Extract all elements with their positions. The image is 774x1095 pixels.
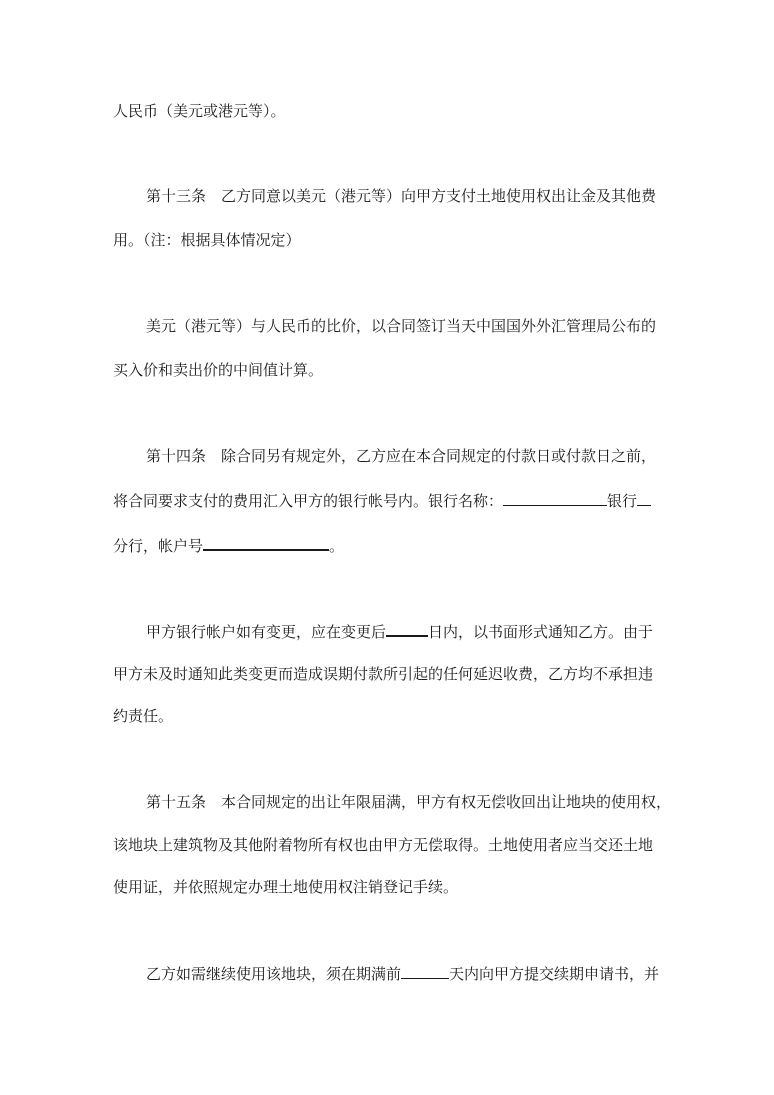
- paragraph-text: 分行，帐户号: [113, 537, 204, 555]
- account-line: [113, 535, 344, 556]
- text-line: [113, 101, 286, 121]
- paragraph-text: 买入价和卖出价的中间值计算。: [113, 361, 324, 379]
- account-change-line: [146, 621, 653, 642]
- renewal-days-blank: [401, 964, 449, 979]
- paragraph-text: 除合同另有规定外，乙方应在本合同规定的付款日或付款日之前，: [221, 447, 657, 465]
- bank-name-line: [113, 491, 651, 511]
- paragraph-text: 甲方未及时通知此类变更而造成误期付款所引起的任何延迟收费，乙方均不承担违: [113, 665, 654, 683]
- text-line: [113, 664, 653, 684]
- article-number: 第十五条: [146, 793, 207, 811]
- paragraph-text: 银行: [607, 492, 638, 510]
- article-15-line: [146, 792, 671, 812]
- text-line: [113, 706, 173, 726]
- bank-name-blank: [503, 491, 607, 506]
- text-line: [113, 360, 323, 380]
- paragraph-text: 该地块上建筑物及其他附着物所有权也由甲方无偿取得。土地使用者应当交还土地: [113, 836, 654, 854]
- paragraph-text: 人民币（美元或港元等）。: [113, 102, 286, 120]
- paragraph-text: 乙方同意以美元（港元等）向甲方支付土地使用权出让金及其他费: [221, 187, 657, 205]
- article-number: 第十三条: [146, 187, 207, 205]
- bank-branch-blank: [637, 491, 651, 506]
- paragraph-text: 。: [329, 537, 345, 555]
- paragraph-text: 乙方如需继续使用该地块，须在期满前: [146, 965, 402, 983]
- text-line: [113, 230, 301, 250]
- account-number-blank: [203, 535, 329, 551]
- days-blank: [386, 621, 428, 637]
- text-line: [146, 316, 656, 336]
- paragraph-text: 将合同要求支付的费用汇入甲方的银行帐号内。银行名称：: [113, 492, 504, 510]
- article-13-line: [146, 186, 656, 206]
- text-line: [113, 877, 458, 897]
- article-number: 第十四条: [146, 447, 207, 465]
- paragraph-text: 天内向甲方提交续期申请书，并: [449, 965, 660, 983]
- renewal-line: [146, 964, 659, 984]
- paragraph-text: 使用证，并依照规定办理土地使用权注销登记手续。: [113, 878, 459, 896]
- paragraph-text: 约责任。: [113, 707, 174, 725]
- paragraph-text: 美元（港元等）与人民币的比价，以合同签订当天中国国外外汇管理局公布的: [146, 317, 657, 335]
- paragraph-text: 本合同规定的出让年限届满，甲方有权无偿收回出让地块的使用权，: [221, 793, 672, 811]
- paragraph-text: 用。（注：根据具体情况定）: [113, 231, 301, 249]
- text-line: [113, 835, 653, 855]
- paragraph-text: 甲方银行帐户如有变更，应在变更后: [146, 623, 387, 641]
- article-14-line: [146, 446, 656, 466]
- paragraph-text: 日内，以书面形式通知乙方。由于: [428, 623, 654, 641]
